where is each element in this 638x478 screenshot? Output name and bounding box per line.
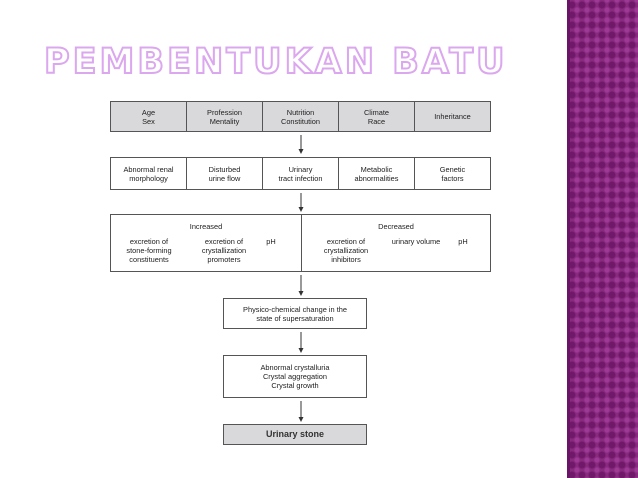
factor-cell: Inheritance: [414, 102, 490, 131]
cause-cell: Metabolic abnormalities: [338, 158, 414, 189]
crystal-box: [223, 355, 367, 398]
increased-item: pH: [266, 237, 276, 246]
decreased-item: pH: [458, 237, 468, 246]
cause-cell: Disturbed urine flow: [186, 158, 262, 189]
decreased-label: Decreased: [378, 222, 414, 231]
cause-cell: Genetic factors: [414, 158, 490, 189]
factor-cell: Nutrition Constitution: [262, 102, 338, 131]
excretion-box: [110, 214, 491, 272]
urinary-stone-box: [223, 424, 367, 445]
decorative-sidebar: [567, 0, 638, 478]
cause-cell: Urinary tract infection: [262, 158, 338, 189]
risk-factors-box: [110, 101, 491, 132]
arrow-down-icon: [297, 332, 305, 354]
supersaturation-text: Physico-chemical change in the state of supersaturation: [243, 304, 347, 323]
factor-cell: Profession Mentality: [186, 102, 262, 131]
slide-title: PEMBENTUKAN BATU: [44, 42, 508, 82]
sidebar-edge: [567, 0, 570, 478]
arrow-down-icon: [297, 193, 305, 213]
factor-cell: Climate Race: [338, 102, 414, 131]
divider: [301, 215, 302, 271]
arrow-down-icon: [297, 401, 305, 423]
causes-box: [110, 157, 491, 190]
increased-label: Increased: [189, 222, 223, 231]
urinary-stone-text: Urinary stone: [265, 429, 325, 439]
crystal-text: Abnormal crystalluria Crystal aggregation Crystal growth: [260, 363, 330, 390]
factor-cell: Age Sex: [141, 107, 156, 126]
decreased-item: excretion of crystallization inhibitors: [323, 237, 369, 264]
arrow-down-icon: [297, 135, 305, 155]
supersaturation-box: [223, 298, 367, 329]
cause-cell: Abnormal renal morphology: [123, 164, 174, 183]
increased-item: excretion of stone-forming constituents: [126, 237, 172, 264]
arrow-down-icon: [297, 275, 305, 297]
decreased-item: urinary volume: [391, 237, 441, 246]
increased-item: excretion of crystallization promoters: [201, 237, 247, 264]
